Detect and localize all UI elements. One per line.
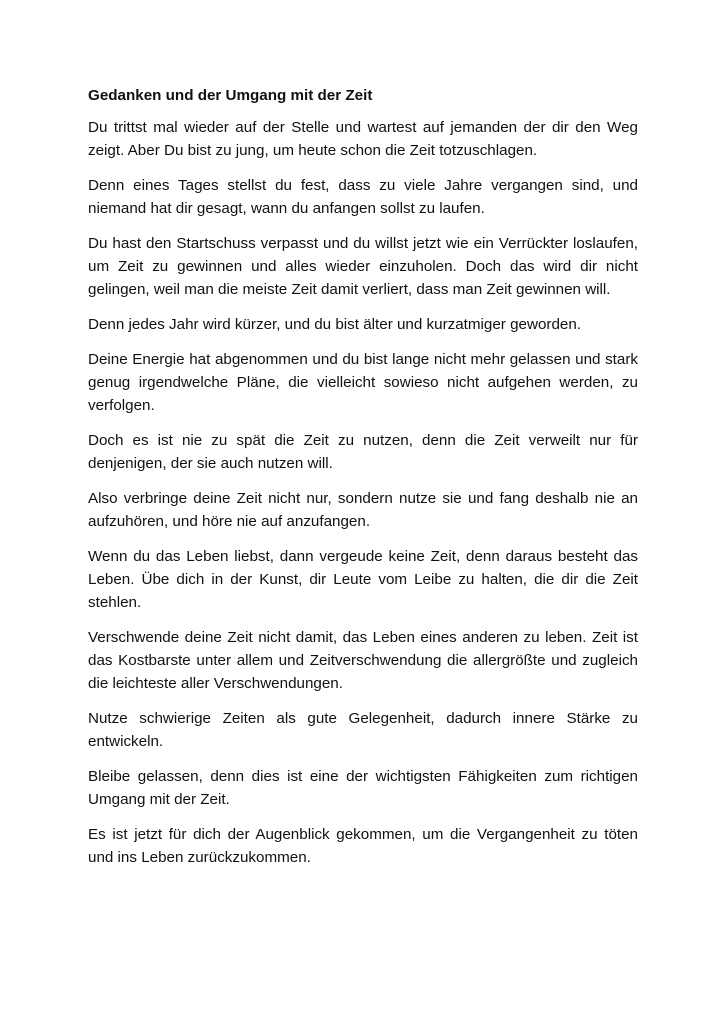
paragraph: Denn eines Tages stellst du fest, dass zu viele Jahre vergangen sind, und niemand hat dir gesagt, wann du anfangen sollst zu laufen. bbox=[88, 177, 638, 217]
paragraph: Es ist jetzt für dich der Augenblick gekommen, um die Vergangenheit zu töten und ins Leben zurückzukommen. bbox=[88, 826, 638, 866]
document-body bbox=[88, 84, 638, 881]
paragraph: Du hast den Startschuss verpasst und du willst jetzt wie ein Verrückter loslaufen, um Zeit zu gewinnen und alles wieder einzuholen. Doch das wird dir nicht gelingen, weil man die meiste Zeit damit verliert, dass man Zeit gewinnen will. bbox=[88, 235, 638, 298]
paragraph: Verschwende deine Zeit nicht damit, das Leben eines anderen zu leben. Zeit ist das Kostbarste unter allem und Zeitverschwendung die allergrößte und zugleich die leichteste aller Verschwendungen. bbox=[88, 629, 638, 692]
paragraph: Nutze schwierige Zeiten als gute Gelegenheit, dadurch innere Stärke zu entwickeln. bbox=[88, 710, 638, 750]
paragraph: Wenn du das Leben liebst, dann vergeude keine Zeit, denn daraus besteht das Leben. Übe dich in der Kunst, dir Leute vom Leibe zu halten, die dir die Zeit stehlen. bbox=[88, 548, 638, 611]
paragraph: Denn jedes Jahr wird kürzer, und du bist älter und kurzatmiger geworden. bbox=[88, 316, 582, 333]
document-title: Gedanken und der Umgang mit der Zeit bbox=[88, 87, 373, 104]
paragraph: Deine Energie hat abgenommen und du bist lange nicht mehr gelassen und stark genug irgendwelche Pläne, die vielleicht sowieso nicht aufgehen werden, zu verfolgen. bbox=[88, 351, 638, 414]
paragraph: Bleibe gelassen, denn dies ist eine der wichtigsten Fähigkeiten zum richtigen Umgang mit der Zeit. bbox=[88, 768, 638, 808]
paragraph: Doch es ist nie zu spät die Zeit zu nutzen, denn die Zeit verweilt nur für denjenigen, der sie auch nutzen will. bbox=[88, 432, 638, 472]
paragraph: Also verbringe deine Zeit nicht nur, sondern nutze sie und fang deshalb nie an aufzuhören, und höre nie auf anzufangen. bbox=[88, 490, 638, 530]
paragraph: Du trittst mal wieder auf der Stelle und wartest auf jemanden der dir den Weg zeigt. Aber Du bist zu jung, um heute schon die Zeit totzuschlagen. bbox=[88, 119, 638, 159]
